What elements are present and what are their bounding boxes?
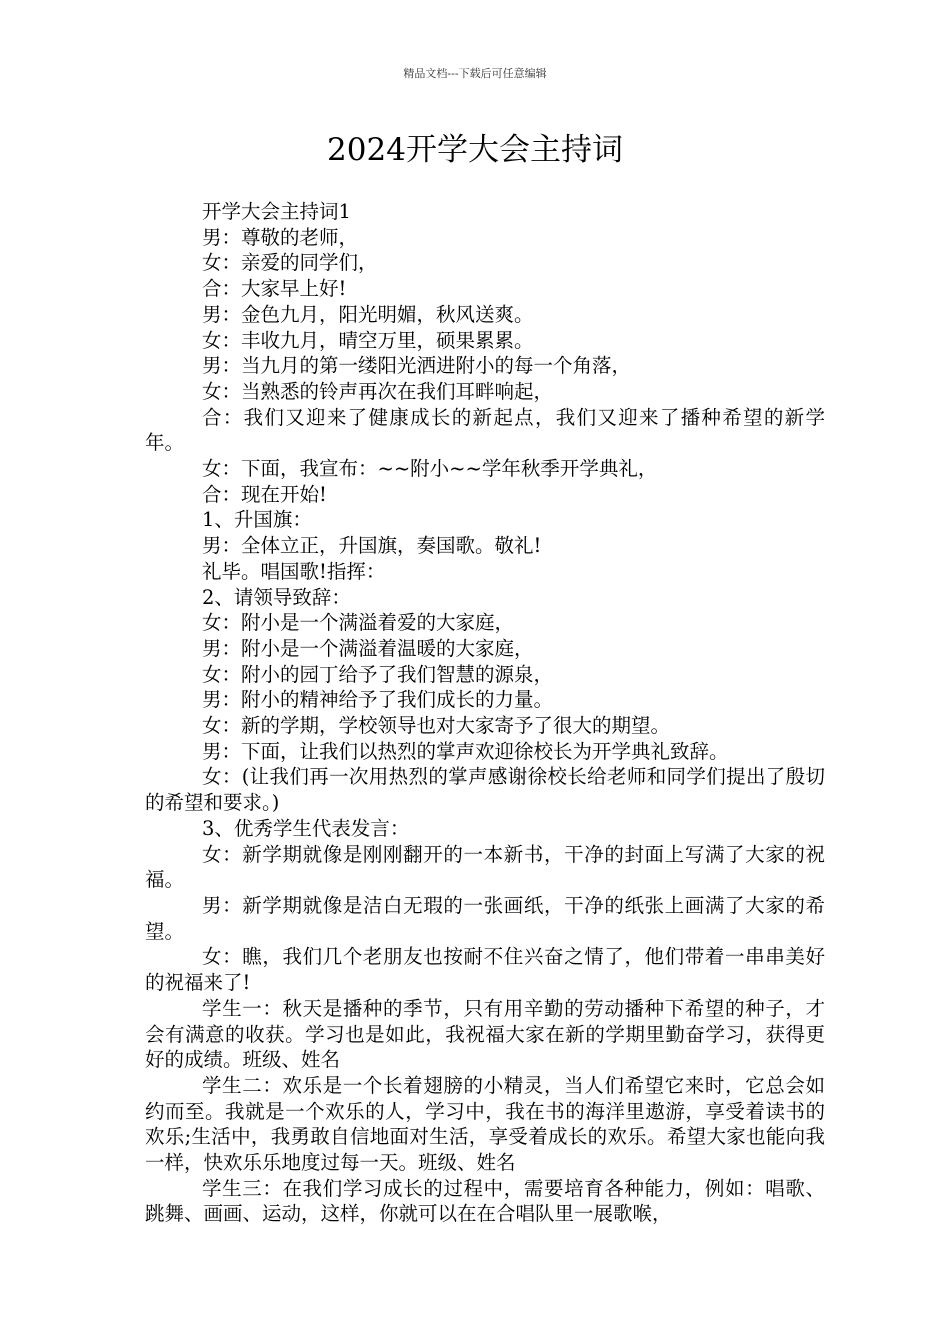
paragraph: 女：丰收九月，晴空万里，硕果累累。: [202, 328, 534, 352]
paragraph: 男：全体立正，升国旗，奏国歌。敬礼!: [202, 534, 542, 558]
paragraph: 男：新学期就像是洁白无瑕的一张画纸，干净的纸张上画满了大家的希望。: [145, 893, 825, 943]
paragraph: 女：附小的园丁给予了我们智慧的源泉，: [202, 662, 554, 686]
paragraph: 合：现在开始!: [202, 482, 327, 506]
document-title: 2024开学大会主持词: [327, 132, 623, 168]
paragraph: 男：当九月的第一缕阳光洒进附小的每一个角落，: [202, 354, 632, 378]
paragraph: 女：附小是一个满溢着爱的大家庭，: [202, 611, 515, 635]
paragraph: 男：下面，让我们以热烈的掌声欢迎徐校长为开学典礼致辞。: [202, 739, 729, 763]
paragraph: 女：亲爱的同学们，: [202, 251, 378, 275]
paragraph: 学生二：欢乐是一个长着翅膀的小精灵，当人们希望它来时，它总会如约而至。我就是一个欢乐的人，学习中，我在书的海洋里遨游，享受着读书的欢乐;生活中，我勇敢自信地面对生活，享受着成长的欢乐。希望大家也能向我一样，快欢乐乐地度过每一天。班级、姓名: [145, 1073, 825, 1175]
header-note: 精品文档---下载后可任意编辑: [403, 67, 547, 80]
paragraph: 学生一：秋天是播种的季节，只有用辛勤的劳动播种下希望的种子，才会有满意的收获。学习也是如此，我祝福大家在新的学期里勤奋学习，获得更好的成绩。班级、姓名: [145, 996, 825, 1072]
paragraph: 女：当熟悉的铃声再次在我们耳畔响起，: [202, 379, 554, 403]
paragraph: 男：金色九月，阳光明媚，秋风送爽。: [202, 302, 534, 326]
paragraph: 礼毕。唱国歌!指挥：: [202, 559, 386, 583]
paragraph: 3、优秀学生代表发言：: [202, 816, 410, 840]
paragraph: 学生三：在我们学习成长的过程中，需要培育各种能力，例如：唱歌、跳舞、画画、运动，这样，你就可以在在合唱队里一展歌喉，: [145, 1176, 825, 1226]
paragraph: 合：大家早上好!: [202, 277, 347, 301]
paragraph: 女：新学期就像是刚刚翻开的一本新书，干净的封面上写满了大家的祝福。: [145, 842, 825, 892]
paragraph: 女：下面，我宣布：~~附小~~学年秋季开学典礼，: [202, 457, 658, 481]
paragraph: 1、升国旗：: [202, 508, 312, 532]
paragraph: 开学大会主持词1: [202, 200, 351, 223]
paragraph: 合：我们又迎来了健康成长的新起点，我们又迎来了播种希望的新学年。: [145, 405, 825, 455]
paragraph: 2、请领导致辞：: [202, 585, 351, 609]
paragraph: 男：尊敬的老师，: [202, 225, 359, 249]
paragraph: 女：瞧，我们几个老朋友也按耐不住兴奋之情了，他们带着一串串美好的祝福来了!: [145, 945, 825, 995]
paragraph: 女：新的学期，学校领导也对大家寄予了很大的期望。: [202, 714, 671, 738]
paragraph: 女：(让我们再一次用热烈的掌声感谢徐校长给老师和同学们提出了殷切的希望和要求。): [145, 765, 825, 815]
document-body: [145, 199, 825, 1227]
paragraph: 男：附小的精神给予了我们成长的力量。: [202, 688, 554, 712]
paragraph: 男：附小是一个满溢着温暖的大家庭，: [202, 636, 534, 660]
